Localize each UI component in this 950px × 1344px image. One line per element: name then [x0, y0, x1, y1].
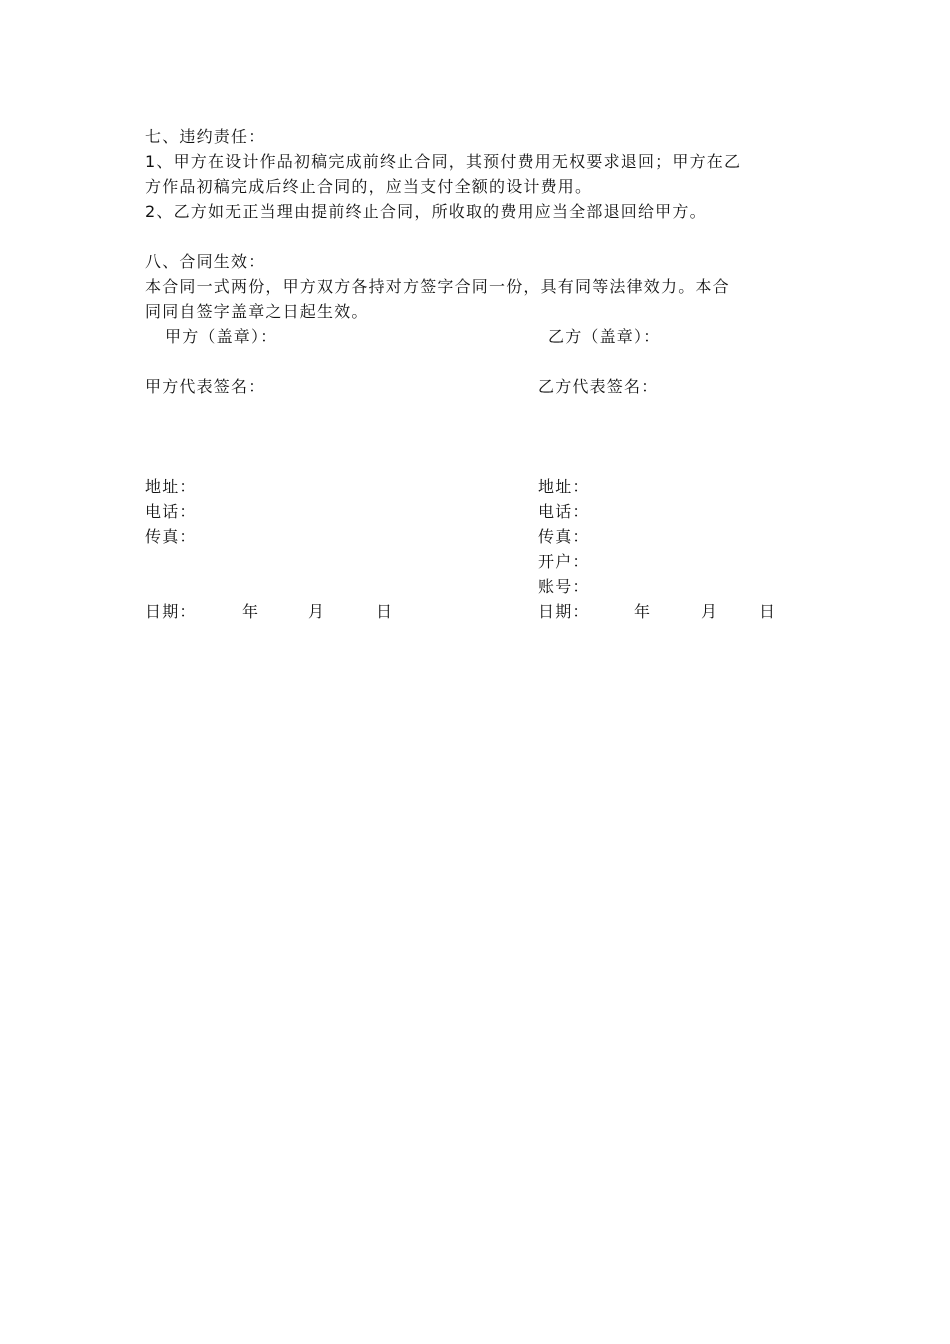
section7-item2: 2、乙方如无正当理由提前终止合同，所收取的费用应当全部退回给甲方。: [145, 202, 707, 221]
party-a-phone-label: 电话：: [145, 502, 197, 521]
party-a-date-year: 年: [242, 602, 259, 621]
party-b-fax-label: 传真：: [538, 527, 590, 546]
party-a-date-month: 月: [308, 602, 325, 621]
party-b-seal-label: 乙方（盖章）：: [548, 327, 661, 346]
party-b-date-day: 日: [759, 602, 776, 621]
party-b-account-label: 账号：: [538, 577, 590, 596]
party-b-date-year: 年: [634, 602, 651, 621]
section7-item1-line1: 1、甲方在设计作品初稿完成前终止合同，其预付费用无权要求退回；甲方在乙: [145, 152, 742, 171]
party-a-date-day: 日: [376, 602, 393, 621]
section8-body-line1: 本合同一式两份，甲方双方各持对方签字合同一份，具有同等法律效力。本合: [145, 277, 730, 296]
section7-heading: 七、违约责任：: [145, 127, 266, 146]
party-b-rep-sign-label: 乙方代表签名：: [538, 377, 659, 396]
party-a-date-label: 日期：: [145, 602, 197, 621]
party-a-rep-sign-label: 甲方代表签名：: [145, 377, 266, 396]
party-b-bank-label: 开户：: [538, 552, 590, 571]
party-a-address-label: 地址：: [145, 477, 197, 496]
section8-heading: 八、合同生效：: [145, 252, 266, 271]
party-a-seal-label: 甲方（盖章）：: [165, 327, 278, 346]
party-a-fax-label: 传真：: [145, 527, 197, 546]
section7-item1-line2: 方作品初稿完成后终止合同的，应当支付全额的设计费用。: [145, 177, 593, 196]
section8-body-line2: 同同自签字盖章之日起生效。: [145, 302, 369, 321]
party-b-address-label: 地址：: [538, 477, 590, 496]
party-b-date-label: 日期：: [538, 602, 590, 621]
party-b-phone-label: 电话：: [538, 502, 590, 521]
party-b-date-month: 月: [701, 602, 718, 621]
